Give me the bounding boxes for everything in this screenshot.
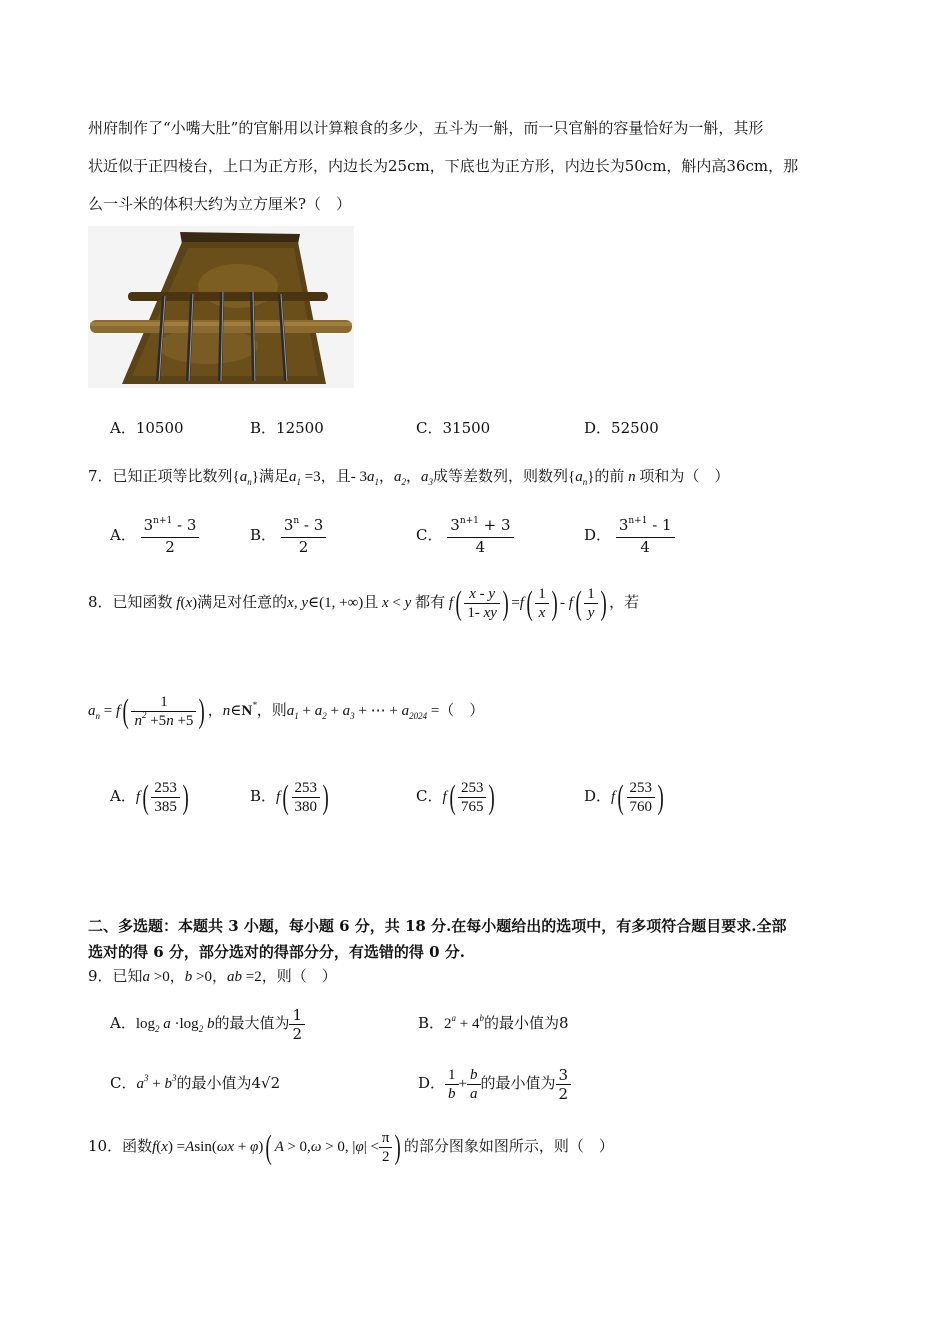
q7-d-fraction: $\frac{3^{n+1} - 1}{4}$ (616, 516, 675, 556)
q6-line-3: 么一斗米的体积大约为立方厘米?（ ） (88, 195, 352, 213)
math-sin-function: f(x) =Asin(ωx + φ)( A > 0,ω > 0, |φ| < $\frac{\pi}{2}$ ) (152, 1128, 402, 1166)
section2-header-line-1: 二、多选题：本题共 3 小题，每小题 6 分，共 18 分.在每小题给出的选项中，有多项符合题目要求.全部 (88, 917, 787, 935)
q7-option-a: A． $\frac{3^{n+1} - 3}{2}$ (110, 516, 199, 556)
math-sum-a1-to-a2024: $a_1 + a_2 + a_3$ + ⋯ + $a_{2024}$ = (286, 703, 440, 721)
math-an-definition: $a_n = f$( $\frac{1}{n^2 +5n +5}$ ) (88, 692, 206, 730)
q9-option-b: B．$2^a + 4^b$的最小值为8 (418, 1013, 569, 1032)
q8-stem: 8．已知函数 f(x)满足对任意的x, y∈(1, +∞)且 x < y 都有 f( $\frac{x - y}{1- xy}$ ) =f( $\frac{1}{x}$ ) - f( $\frac{1}{y}$ ) ，若 (88, 584, 640, 622)
math-b-gt-0: b >0 (184, 969, 212, 985)
math-a1-eq-3: $a_1 =3$ (288, 469, 321, 487)
q8-stem-2: $a_n = f$( $\frac{1}{n^2 +5n +5}$ ) ，n∈N*，则$a_1 + a_2 + a_3$ + ⋯ + $a_{2024}$ =（ ） (88, 692, 485, 730)
q6-option-c: C．31500 (416, 419, 491, 437)
q7-c-fraction: $\frac{3^{n+1} + 3}{4}$ (447, 516, 513, 556)
math-a-gt-0: a >0 (142, 969, 170, 985)
math-n-in-N: n∈N* (222, 700, 257, 719)
math-a2: $a_2$ (393, 469, 406, 487)
math-ab-eq-2: ab =2 (227, 969, 262, 985)
q8-option-a: A．f( $\frac{253}{385}$ ) (110, 778, 189, 816)
math-xy-domain: x, y∈(1, +∞) (287, 595, 364, 611)
q9-option-c: C．$a^3 + b^3$的最小值为4√2 (110, 1073, 281, 1092)
q6-line-2: 状近似于正四棱台，上口为正方形，内边长为25cm，下底也为正方形，内边长为50cm，斛内高36cm，那 (88, 157, 799, 175)
math-a3: $a_3$ (420, 469, 433, 487)
q9-d-value: $\frac{3}{2}$ (556, 1066, 572, 1103)
q10-stem: 10．函数f(x) =Asin(ωx + φ)( A > 0,ω > 0, |φ| < $\frac{\pi}{2}$ ) 的部分图象如图所示，则（ ） (88, 1128, 614, 1166)
q7-option-d: D． $\frac{3^{n+1} - 1}{4}$ (584, 516, 675, 556)
q7-stem: 7．已知正项等比数列$\{a_n\}$满足$a_1 =3$，且- $3a_1$，$a_2$，$a_3$成等差数列，则数列$\{a_n\}$的前 n 项和为（ ） (88, 467, 730, 487)
math-x-lt-y: x < y (378, 595, 416, 611)
q9-c-value: 4√2 (251, 1074, 281, 1092)
q9-stem: 9．已知a >0，b >0，ab =2，则（ ） (88, 967, 337, 985)
q9-option-d: D． $\frac{1}{b}$ + $\frac{b}{a}$ 的最小值为 $\frac{3}{2}$ (418, 1064, 571, 1103)
math-fx: f(x) (172, 595, 198, 611)
section2-header-line-2: 选对的得 6 分，部分选对的得部分分，有选错的得 0 分. (88, 943, 465, 961)
q7-b-fraction: $\frac{3^n - 3}{2}$ (281, 516, 327, 556)
q7-option-c: C． $\frac{3^{n+1} + 3}{4}$ (416, 516, 514, 556)
q8-option-c: C．f( $\frac{253}{765}$ ) (416, 778, 496, 816)
q8-option-d: D．f( $\frac{253}{760}$ ) (584, 778, 664, 816)
q9-a-value: $\frac{1}{2}$ (289, 1006, 305, 1043)
q6-option-a: A．10500 (110, 419, 184, 437)
math-neg-3a1: - $3a_1$ (350, 469, 379, 487)
hu-vessel-illustration (88, 226, 354, 388)
math-seq-an-2: $\{a_n\}$ (568, 469, 595, 487)
official-hu-photo (88, 226, 354, 388)
q7-a-fraction: $\frac{3^{n+1} - 3}{2}$ (141, 516, 200, 556)
math-seq-an: $\{a_n\}$ (232, 469, 259, 487)
q6-option-b: B．12500 (250, 419, 324, 437)
q6-option-d: D．52500 (584, 419, 659, 437)
q7-option-b: B． $\frac{3^n - 3}{2}$ (250, 516, 326, 556)
q9-option-a: A．$\log_2 a \cdot\log_2$ b的最大值为 $\frac{1}{2}$ (110, 1004, 305, 1044)
q6-line-1: 州府制作了“小嘴大肚”的官斛用以计算粮食的多少，五斗为一斛，而一只官斛的容量恰好为一斛，其形 (88, 119, 764, 137)
math-n: n (624, 469, 640, 485)
math-functional-equation: f( $\frac{x - y}{1- xy}$ ) =f( $\frac{1}{x}$ ) - f( $\frac{1}{y}$ ) (445, 584, 607, 622)
q8-option-b: B．f( $\frac{253}{380}$ ) (250, 778, 329, 816)
